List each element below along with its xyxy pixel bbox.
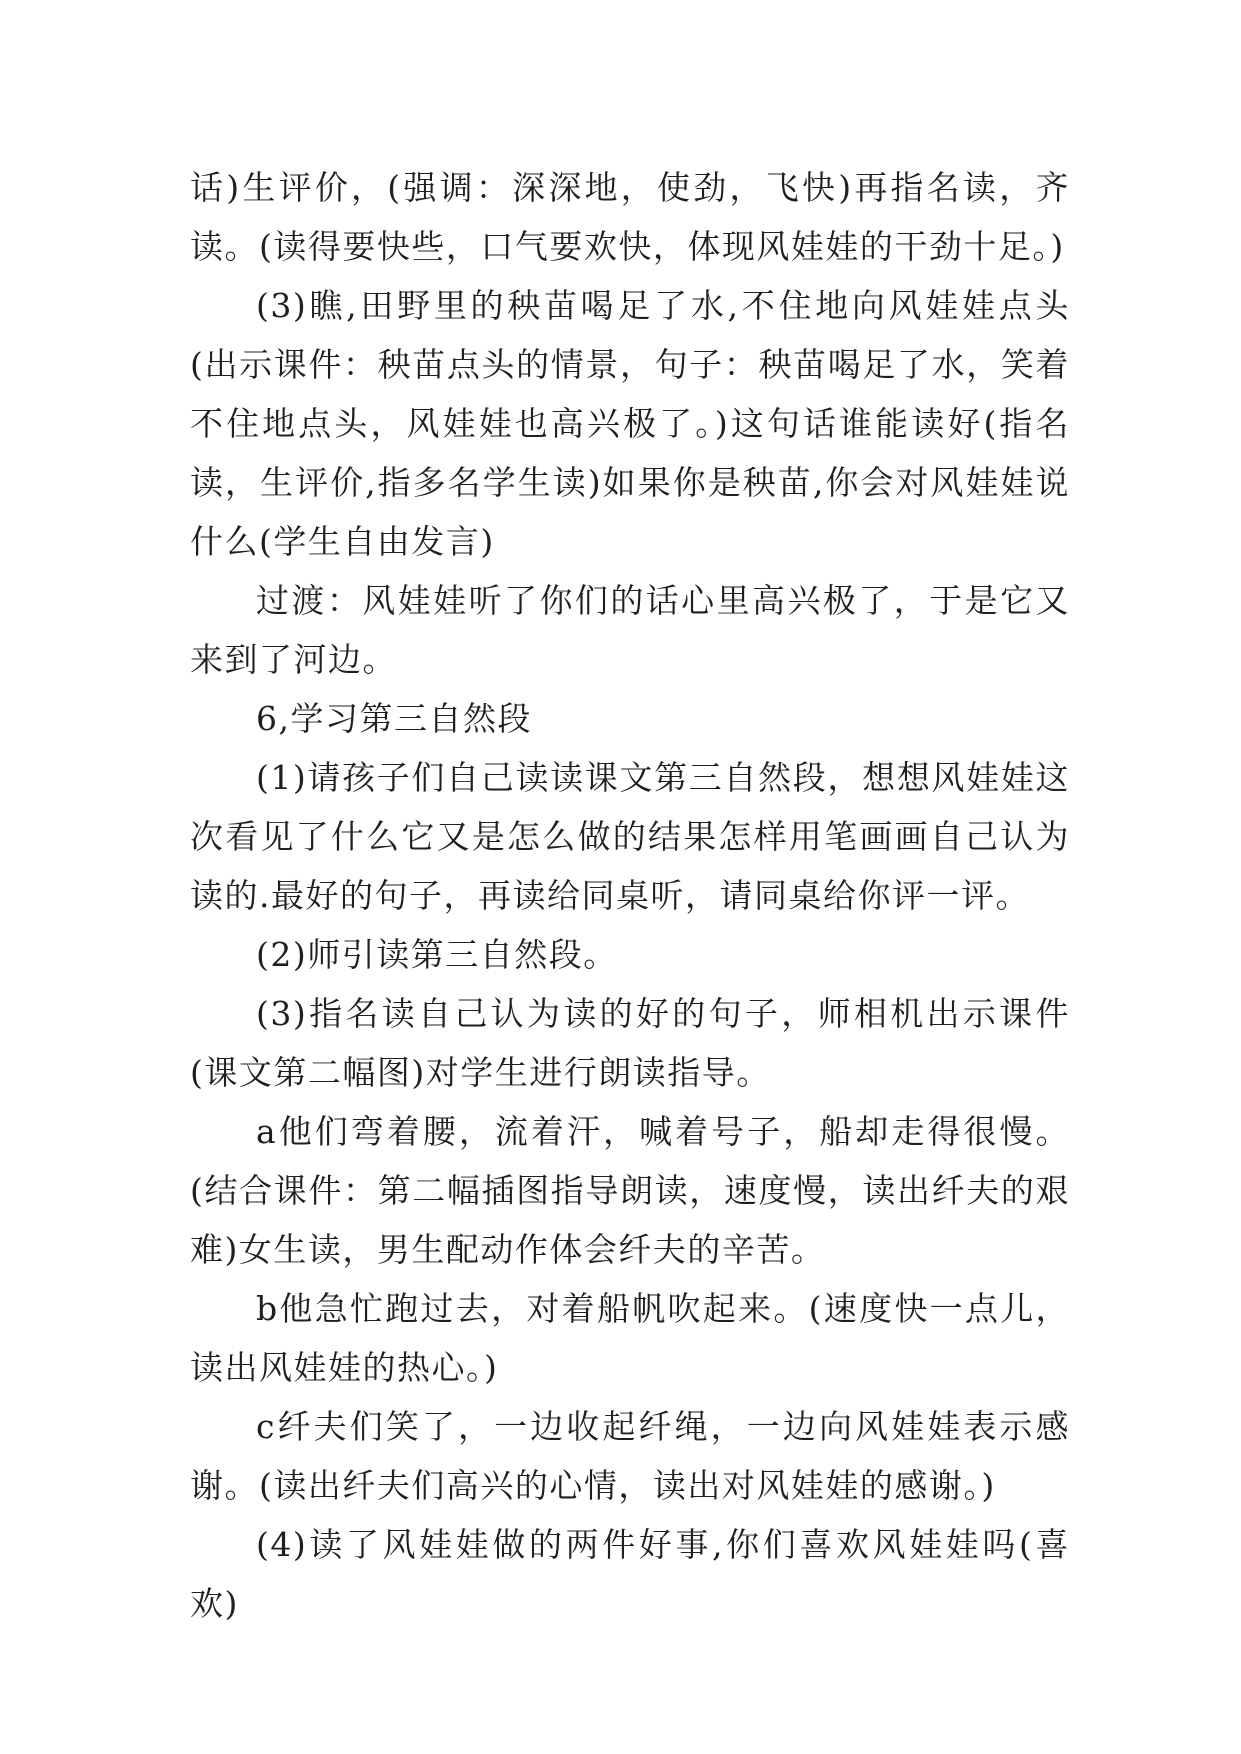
document-body [190,158,1070,1633]
paragraph-4: 6,学习第三自然段 [256,699,532,738]
paragraph-11: (4)读了风娃娃做的两件好事,你们喜欢风娃娃吗(喜欢) [190,1525,1070,1623]
paragraph-7: (3)指名读自己认为读的好的句子，师相机出示课件(课文第二幅图)对学生进行朗读指导。 [190,994,1070,1092]
paragraph-5: (1)请孩子们自己读读课文第三自然段，想想风娃娃这次看见了什么它又是怎么做的结果怎样用笔画画自己认为读的.最好的句子，再读给同桌听，请同桌给你评一评。 [190,758,1070,915]
paragraph-3: 过渡：风娃娃听了你们的话心里高兴极了，于是它又来到了河边。 [190,581,1070,679]
paragraph-10: c纤夫们笑了，一边收起纤绳，一边向风娃娃表示感谢。(读出纤夫们高兴的心情，读出对风娃娃的感谢。) [190,1407,1070,1505]
paragraph-1: 话)生评价，(强调：深深地，使劲，飞快)再指名读，齐读。(读得要快些，口气要欢快，体现风娃娃的干劲十足。) [190,168,1070,266]
paragraph-8: a他们弯着腰，流着汗，喊着号子，船却走得很慢。(结合课件：第二幅插图指导朗读，速度慢，读出纤夫的艰难)女生读，男生配动作体会纤夫的辛苦。 [190,1112,1070,1269]
paragraph-6: (2)师引读第三自然段。 [256,935,618,974]
paragraph-9: b他急忙跑过去，对着船帆吹起来。(速度快一点儿，读出风娃娃的热心。) [190,1289,1070,1387]
paragraph-2: (3)瞧,田野里的秧苗喝足了水,不住地向风娃娃点头(出示课件：秧苗点头的情景，句子：秧苗喝足了水，笑着不住地点头，风娃娃也高兴极了。)这句话谁能读好(指名读，生评价,指多名学生读)如果你是秧苗,你会对风娃娃说什么(学生自由发言) [190,286,1070,561]
